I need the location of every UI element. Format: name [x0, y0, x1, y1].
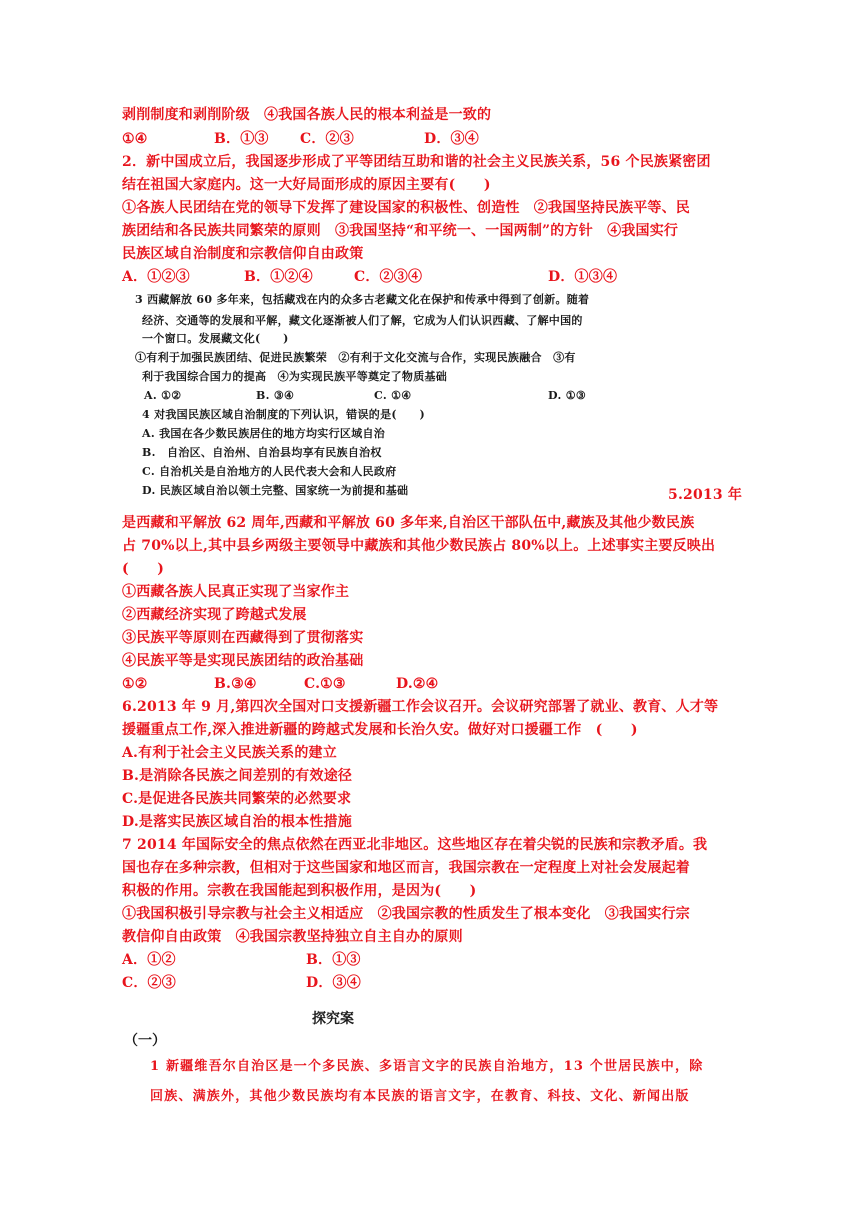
q3-option-d: D. ①③ [548, 389, 587, 402]
q1-option-b: B．①③ [214, 131, 269, 147]
q1-tail-text: 剥削制度和剥削阶级 ④我国各族人民的根本利益是一致的 [122, 107, 492, 123]
q5-option-b: B.③④ [214, 676, 257, 692]
q5-statement-4: ④民族平等是实现民族团结的政治基础 [122, 653, 364, 669]
q5-stem-line-1: 是西藏和平解放 62 周年,西藏和平解放 60 多年来,自治区干部队伍中,藏族及其他少数民族 [122, 515, 695, 531]
q7-option-b: B．①③ [306, 952, 361, 968]
q4-option-a: A. 我国在各少数民族居住的地方均实行区域自治 [142, 427, 386, 440]
section-title: 探究案 [312, 1011, 354, 1027]
q7-stem-line-3: 积极的作用。宗教在我国能起到积极作用，是因为( ) [122, 883, 477, 899]
q5-option-d: D.②④ [396, 676, 439, 692]
q5-option-c: C.①③ [304, 676, 346, 692]
q7-stem-line-2: 国也存在多种宗教，但相对于这些国家和地区而言，我国宗教在一定程度上对社会发展起着 [122, 860, 690, 876]
q2-stem-line-1: 2．新中国成立后，我国逐步形成了平等团结互助和谐的社会主义民族关系，56 个民族紧密团 [122, 154, 711, 170]
q5-stem-line-2: 占 70%以上,其中县乡两级主要领导中藏族和其他少数民族占 80%以上。上述事实主要反映出 [122, 538, 716, 554]
q4-option-c: C. 自治机关是自治地方的人民代表大会和人民政府 [142, 465, 397, 478]
explore-text-line-2: 回族、满族外，其他少数民族均有本民族的语言文字，在教育、科技、文化、新闻出版 [150, 1089, 690, 1104]
q2-statement-line-2: 族团结和各民族共同繁荣的原则 ③我国坚持“和平统一、一国两制”的方针 ④我国实行 [122, 223, 679, 239]
q1-option-a: ①④ [122, 131, 148, 147]
q1-option-c: C．②③ [300, 131, 354, 147]
q2-option-c: C．②③④ [354, 269, 423, 285]
q3-stem-line-1: 3 西藏解放 60 多年来，包括藏戏在内的众多古老藏文化在保护和传承中得到了创新。随着 [135, 293, 590, 306]
q6-stem-line-1: 6.2013 年 9 月,第四次全国对口支援新疆工作会议召开。会议研究部署了就业、教育、人才等 [122, 699, 719, 715]
q4-stem: 4 对我国民族区域自治制度的下列认识，错误的是( ) [142, 408, 425, 421]
q6-option-b: B.是消除各民族之间差别的有效途径 [122, 768, 353, 784]
q5-stem-line-3: ( ) [122, 561, 165, 577]
q5-lead: 5.2013 年 [668, 487, 743, 503]
q3-statement-line-2: 利于我国综合国力的提高 ④为实现民族平等奠定了物质基础 [142, 370, 448, 383]
q3-option-a: A. ①② [144, 389, 182, 402]
q5-statement-1: ①西藏各族人民真正实现了当家作主 [122, 584, 350, 600]
section-subtitle: （一） [124, 1033, 166, 1049]
q6-stem-line-2: 援疆重点工作,深入推进新疆的跨越式发展和长治久安。做好对口援疆工作 ( ) [122, 722, 638, 738]
q3-option-b: B. ③④ [256, 389, 295, 402]
q5-statement-2: ②西藏经济实现了跨越式发展 [122, 607, 307, 623]
q5-option-a: ①② [122, 676, 148, 692]
q6-option-c: C.是促进各民族共同繁荣的必然要求 [122, 791, 352, 807]
q3-option-c: C. ①④ [374, 389, 412, 402]
q2-stem-line-2: 结在祖国大家庭内。这一大好局面形成的原因主要有( ) [122, 177, 491, 193]
q7-statement-line-1: ①我国积极引导宗教与社会主义相适应 ②我国宗教的性质发生了根本变化 ③我国实行宗 [122, 906, 690, 922]
q3-stem-line-3: 一个窗口。发展藏文化( ) [142, 332, 289, 345]
q3-stem-line-2: 经济、交通等的发展和平解，藏文化逐渐被人们了解，它成为人们认识西藏、了解中国的 [142, 314, 583, 327]
q2-option-a: A．①②③ [122, 269, 190, 285]
q2-option-b: B．①②④ [244, 269, 313, 285]
q6-option-a: A.有利于社会主义民族关系的建立 [122, 745, 337, 761]
q7-stem-line-1: 7 2014 年国际安全的焦点依然在西亚北非地区。这些地区存在着尖锐的民族和宗教矛盾。我 [122, 837, 708, 853]
q3-statement-line-1: ①有利于加强民族团结、促进民族繁荣 ②有利于文化交流与合作，实现民族融合 ③有 [135, 351, 576, 364]
q2-statement-line-3: 民族区域自治制度和宗教信仰自由政策 [122, 246, 364, 262]
q2-statement-line-1: ①各族人民团结在党的领导下发挥了建设国家的积极性、创造性 ②我国坚持民族平等、民 [122, 200, 690, 216]
q1-option-d: D．③④ [424, 131, 479, 147]
q7-option-c: C．②③ [122, 975, 176, 991]
q7-statement-line-2: 教信仰自由政策 ④我国宗教坚持独立自主自办的原则 [122, 929, 463, 945]
q6-option-d: D.是落实民族区域自治的根本性措施 [122, 814, 352, 830]
q4-option-b: B. 自治区、自治州、自治县均享有民族自治权 [142, 446, 382, 459]
explore-text-line-1: 1 新疆维吾尔自治区是一个多民族、多语言文字的民族自治地方，13 个世居民族中，除 [150, 1059, 704, 1074]
q7-option-a: A．①② [122, 952, 176, 968]
q4-option-d: D. 民族区域自治以领土完整、国家统一为前提和基础 [142, 484, 409, 497]
q5-statement-3: ③民族平等原则在西藏得到了贯彻落实 [122, 630, 364, 646]
q7-option-d: D．③④ [306, 975, 361, 991]
q2-option-d: D．①③④ [548, 269, 618, 285]
